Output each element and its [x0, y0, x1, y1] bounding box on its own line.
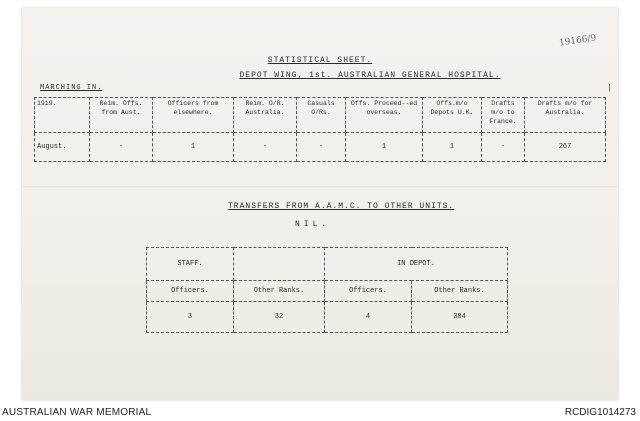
header-cell: Drafts m/o for Australia. [525, 98, 606, 133]
document-subtitle: DEPOT WING, 1st. AUSTRALIAN GENERAL HOSPITAL. [239, 71, 501, 80]
table-cell: August. [35, 133, 90, 162]
header-cell: Reim. Offs. from Aust. [90, 98, 153, 133]
table-cell: - [234, 133, 297, 162]
table-cell: - [297, 133, 346, 162]
nil-label: NIL. [295, 220, 331, 229]
table-cell: 384 [412, 302, 508, 333]
header-cell: Officers. [325, 281, 412, 302]
table-cell: 4 [325, 302, 412, 333]
header-cell: Offs. Proceed--ed overseas. [346, 98, 423, 133]
table-row [147, 302, 508, 333]
table-header-row [35, 98, 606, 133]
marching-in-table [34, 97, 606, 162]
transfers-table [146, 247, 508, 333]
group-header-staff: STAFF. [147, 248, 234, 281]
table-cell: 1 [423, 133, 482, 162]
table-cell: - [90, 133, 153, 162]
header-cell: 1919. [35, 98, 90, 133]
table-cell: 1 [153, 133, 234, 162]
header-cell: Reim. O/R. Australia. [234, 98, 297, 133]
table-header-row [147, 281, 508, 302]
header-cell: Drafts m/o to France. [482, 98, 525, 133]
table-cell: - [482, 133, 525, 162]
table-cell: 3 [147, 302, 234, 333]
marching-in-heading: MARCHING IN. [40, 84, 103, 92]
header-cell: Casuals O/Rs. [297, 98, 346, 133]
header-cell: Other Ranks. [234, 281, 325, 302]
table-cell: 267 [525, 133, 606, 162]
margin-tick: | [607, 84, 612, 93]
transfers-heading: TRANSFERS FROM A.A.M.C. TO OTHER UNITS. [228, 202, 455, 211]
document-title: STATISTICAL SHEET. [267, 56, 373, 65]
table-cell: 32 [234, 302, 325, 333]
table-cell: 1 [346, 133, 423, 162]
handwritten-reference: 19166/9 [558, 33, 597, 49]
table-row [35, 133, 606, 162]
header-cell: Officers from elsewhere. [153, 98, 234, 133]
header-cell: Officers. [147, 281, 234, 302]
group-header-depot: IN DEPOT. [325, 248, 508, 281]
group-header-spacer [234, 248, 325, 281]
table-group-row [147, 248, 508, 281]
archive-id: RCDIG1014273 [564, 407, 636, 418]
header-cell: Offs.m/o Depots U.K. [423, 98, 482, 133]
archive-credit: AUSTRALIAN WAR MEMORIAL [2, 407, 152, 418]
header-cell: Other Ranks. [412, 281, 508, 302]
